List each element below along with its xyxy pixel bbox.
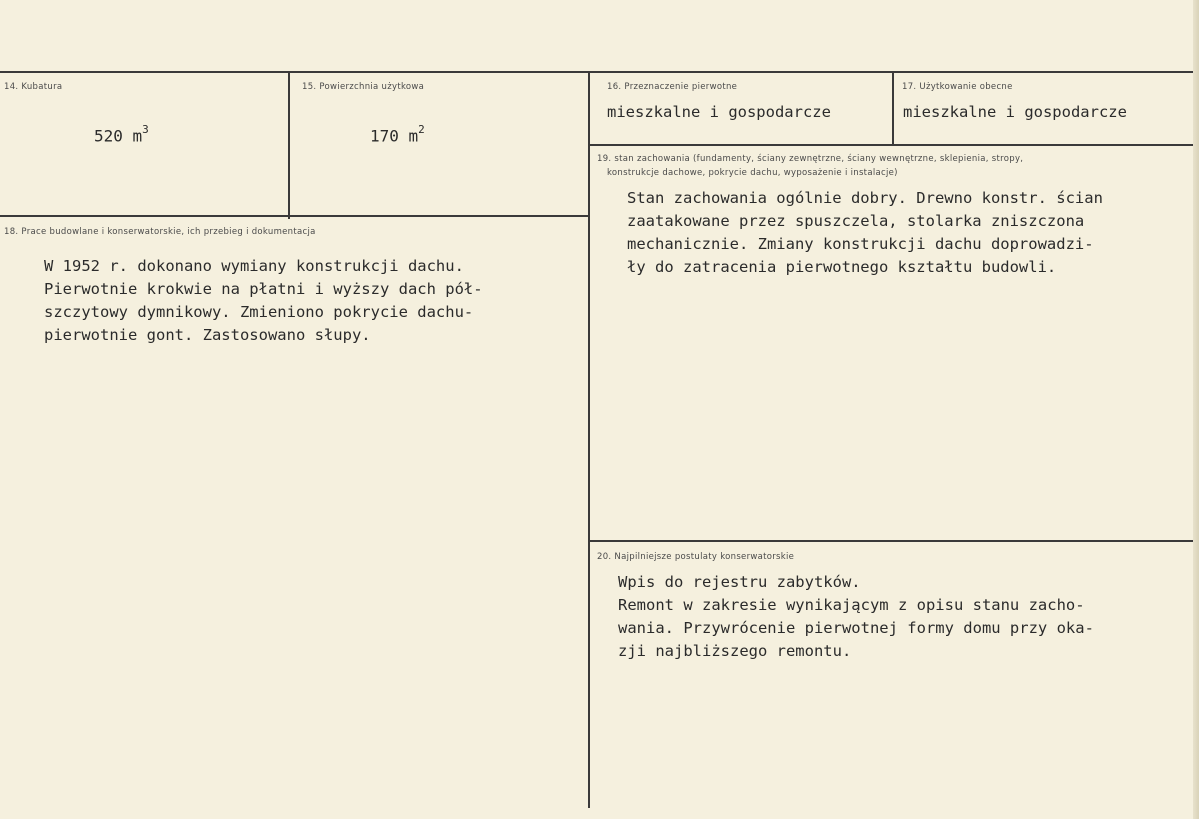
field-18-line: szczytowy dymnikowy. Zmieniono pokrycie dachu-	[44, 303, 474, 321]
field-15-number: 170 m	[370, 126, 419, 146]
field-17-label: 17. Użytkowanie obecne	[902, 82, 1013, 92]
field-17-value: mieszkalne i gospodarcze	[903, 103, 1127, 121]
field-20-line: Remont w zakresie wynikającym z opisu stanu zacho-	[618, 596, 1085, 614]
field-14-unit-exponent: 3	[142, 123, 149, 136]
field-20-label: 20. Najpilniejsze postulaty konserwatorskie	[597, 552, 795, 562]
top-rule	[0, 71, 1199, 73]
field-19-label-line-1: 19. stan zachowania (fundamenty, ściany zewnętrzne, ściany wewnętrzne, sklepienia, stropy,	[597, 154, 1024, 164]
field-18-line: Pierwotnie krokwie na płatni i wyższy dach pół-	[44, 280, 483, 298]
field-19-line: mechanicznie. Zmiany konstrukcji dachu doprowadzi-	[627, 235, 1094, 253]
field-19-label-line-2: konstrukcje dachowe, pokrycie dachu, wyposażenie i instalacje)	[607, 168, 898, 178]
field-18-label: 18. Prace budowlane i konserwatorskie, ich przebieg i dokumentacja	[4, 227, 316, 237]
field-20-line: Wpis do rejestru zabytków.	[618, 573, 861, 591]
divider-14-15	[288, 73, 290, 219]
field-14-value	[94, 120, 149, 147]
field-15-unit-exponent: 2	[418, 123, 425, 136]
field-19-line: ły do zatracenia pierwotnego kształtu budowli.	[627, 258, 1057, 276]
field-19-line: Stan zachowania ogólnie dobry. Drewno konstr. ścian	[627, 189, 1103, 207]
divider-16-17	[892, 73, 894, 144]
paper-edge	[1193, 0, 1199, 819]
field-20-line: zji najbliższego remontu.	[618, 642, 852, 660]
field-14-number: 520 m	[94, 126, 143, 146]
field-16-value: mieszkalne i gospodarcze	[607, 103, 831, 121]
field-18-text	[44, 255, 483, 347]
field-20-text	[618, 571, 1094, 663]
field-15-value	[370, 120, 425, 147]
rule-under-16-17	[590, 144, 1199, 146]
field-16-label: 16. Przeznaczenie pierwotne	[607, 82, 738, 92]
rule-above-20	[590, 540, 1199, 542]
rule-under-14-15	[0, 215, 590, 217]
field-18-line: pierwotnie gont. Zastosowano słupy.	[44, 326, 371, 344]
divider-15-16	[588, 73, 590, 808]
field-15-label: 15. Powierzchnia użytkowa	[302, 82, 425, 92]
field-19-text	[627, 187, 1103, 279]
field-19-line: zaatakowane przez spuszczela, stolarka zniszczona	[627, 212, 1085, 230]
field-14-label: 14. Kubatura	[4, 82, 63, 92]
field-20-line: wania. Przywrócenie pierwotnej formy domu przy oka-	[618, 619, 1094, 637]
field-18-line: W 1952 r. dokonano wymiany konstrukcji dachu.	[44, 257, 464, 275]
